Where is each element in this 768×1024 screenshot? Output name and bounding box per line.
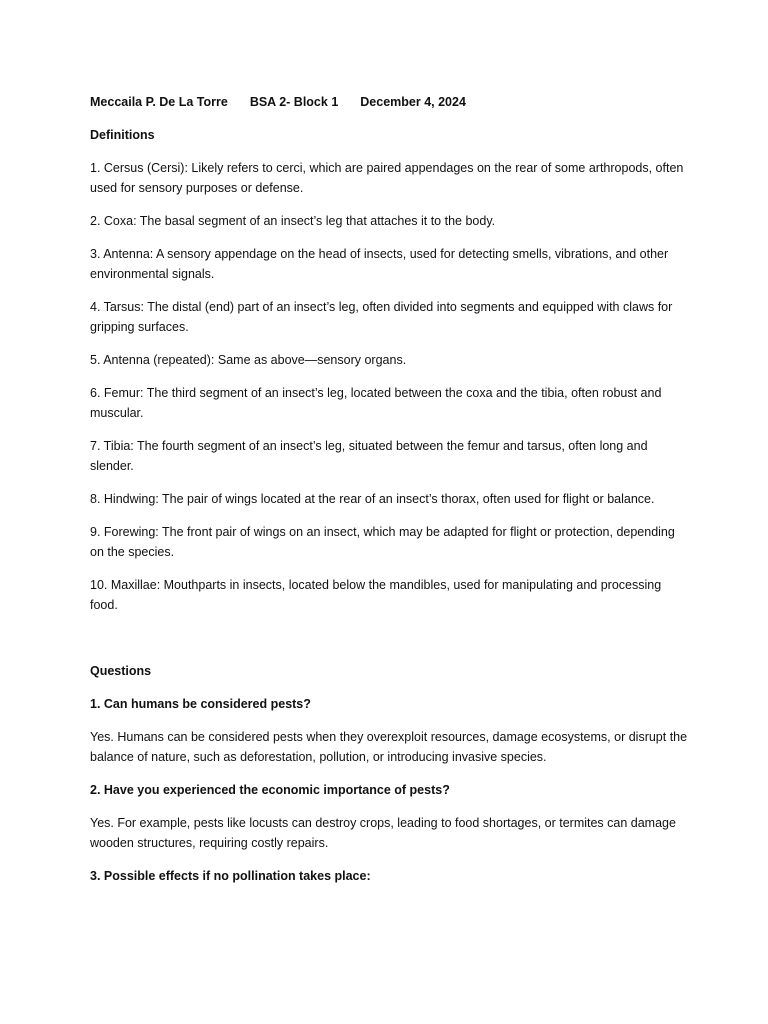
document-header (90, 92, 690, 112)
definition-item: 7. Tibia: The fourth segment of an insect’s leg, situated between the femur and tarsus, often long and slender. (90, 439, 648, 473)
definition-item: 3. Antenna: A sensory appendage on the head of insects, used for detecting smells, vibrations, and other environmental signals. (90, 247, 669, 281)
answer-text: Yes. Humans can be considered pests when they overexploit resources, damage ecosystems, or disrupt the balance of nature, such as deforestation, pollution, or introducing invasive species. (90, 730, 688, 764)
student-name: Meccaila P. De La Torre (90, 95, 228, 109)
question-text: 2. Have you experienced the economic importance of pests? (90, 783, 450, 797)
definition-item: 9. Forewing: The front pair of wings on an insect, which may be adapted for flight or protection, depending on the species. (90, 525, 675, 559)
definition-item: 4. Tarsus: The distal (end) part of an insect’s leg, often divided into segments and equipped with claws for gripping surfaces. (90, 300, 673, 334)
definition-item: 6. Femur: The third segment of an insect’s leg, located between the coxa and the tibia, often robust and muscular. (90, 386, 662, 420)
definition-item: 2. Coxa: The basal segment of an insect’s leg that attaches it to the body. (90, 214, 496, 228)
definitions-heading: Definitions (90, 128, 155, 142)
questions-heading: Questions (90, 664, 152, 678)
question-text: 1. Can humans be considered pests? (90, 697, 311, 711)
document-body (90, 92, 690, 899)
student-section: BSA 2- Block 1 (249, 95, 339, 109)
definition-item: 8. Hindwing: The pair of wings located at the rear of an insect’s thorax, often used for flight or balance. (90, 492, 655, 506)
answer-text: Yes. For example, pests like locusts can destroy crops, leading to food shortages, or termites can damage wooden structures, requiring costly repairs. (90, 816, 676, 850)
section-spacer (90, 628, 690, 661)
question-text: 3. Possible effects if no pollination takes place: (90, 869, 371, 883)
document-date: December 4, 2024 (360, 95, 466, 109)
definition-item: 1. Cersus (Cersi): Likely refers to cerci, which are paired appendages on the rear of some arthropods, often used for sensory purposes or defense. (90, 161, 684, 195)
definition-item: 10. Maxillae: Mouthparts in insects, located below the mandibles, used for manipulating and processing food. (90, 578, 662, 612)
definition-item: 5. Antenna (repeated): Same as above—sensory organs. (90, 353, 407, 367)
